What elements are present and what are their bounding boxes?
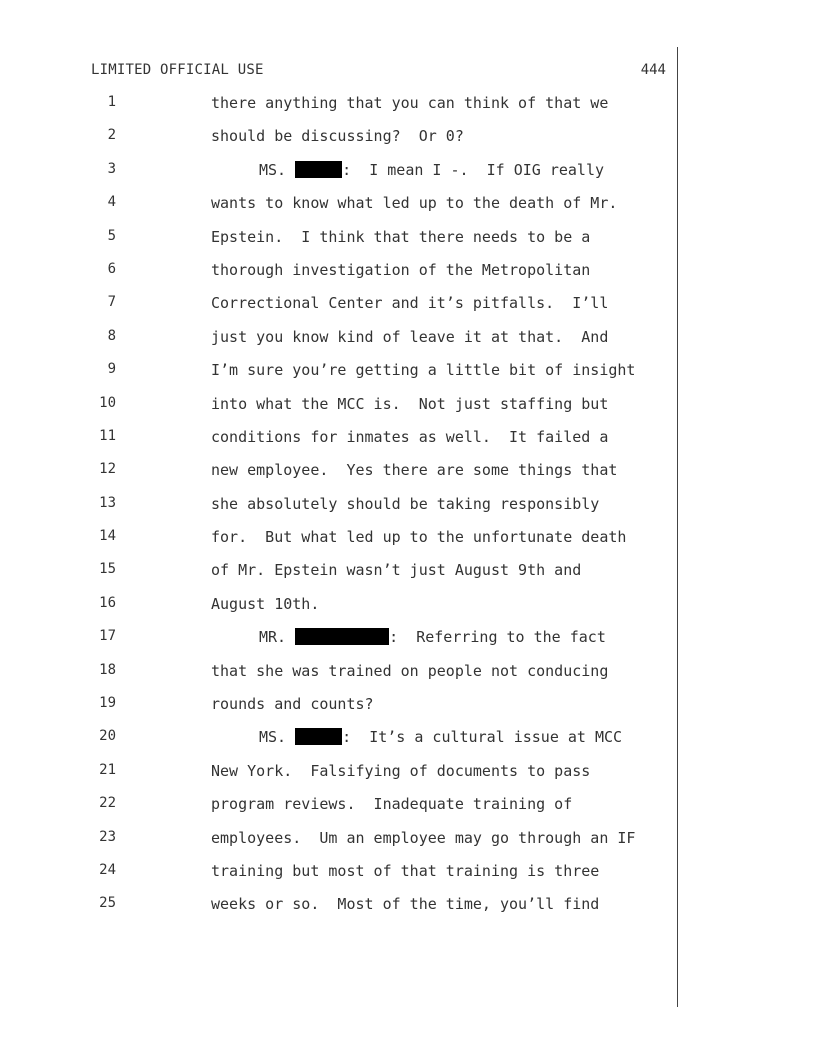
transcript-line (0, 125, 816, 158)
line-number: 17 (99, 628, 116, 645)
page-number: 444 (640, 62, 666, 78)
line-text: August 10th. (211, 594, 320, 613)
redaction-block (295, 728, 342, 745)
speaker-line (259, 628, 606, 646)
transcript-line (0, 726, 816, 759)
transcript-line (0, 559, 816, 592)
line-number: 1 (107, 94, 116, 110)
line-text: new employee. Yes there are some things that (211, 461, 618, 480)
transcript-line (0, 192, 816, 225)
line-number: 20 (99, 728, 116, 745)
transcript-line (0, 259, 816, 292)
line-number: 12 (99, 461, 116, 478)
speaker-text: : I mean I -. If OIG really (342, 160, 605, 179)
transcript-line (0, 793, 816, 826)
line-number: 6 (107, 260, 116, 277)
line-number: 5 (107, 227, 116, 244)
line-number: 3 (107, 160, 116, 177)
line-number: 21 (99, 761, 116, 778)
line-text: program reviews. Inadequate training of (211, 795, 573, 814)
transcript-line (0, 526, 816, 559)
speaker-line (259, 161, 604, 179)
line-text: employees. Um an employee may go through an IF (211, 828, 636, 847)
redaction-block (295, 628, 389, 645)
transcript-line (0, 426, 816, 459)
line-text: that she was trained on people not conducing (211, 661, 609, 680)
line-number: 19 (99, 695, 116, 712)
line-text: should be discussing? Or 0? (211, 127, 464, 146)
line-text: conditions for inmates as well. It failed a (211, 427, 609, 446)
line-number: 23 (99, 828, 116, 845)
transcript-line (0, 359, 816, 392)
transcript-line (0, 760, 816, 793)
line-text: New York. Falsifying of documents to pass (211, 761, 591, 780)
transcript-line (0, 326, 816, 359)
transcript-line (0, 92, 816, 125)
transcript-line (0, 660, 816, 693)
speaker-text: : Referring to the fact (389, 628, 606, 647)
speaker-title: MS. (259, 728, 287, 747)
transcript-line (0, 626, 816, 659)
line-text: there anything that you can think of that we (211, 94, 609, 112)
line-text: wants to know what led up to the death of Mr. (211, 194, 618, 213)
transcript-line (0, 593, 816, 626)
line-text: training but most of that training is three (211, 861, 600, 880)
transcript-line (0, 292, 816, 325)
line-text: into what the MCC is. Not just staffing but (211, 394, 609, 413)
transcript-line (0, 459, 816, 492)
line-number: 9 (107, 361, 116, 378)
line-text: just you know kind of leave it at that. And (211, 327, 609, 346)
transcript-line (0, 226, 816, 259)
speaker-line (259, 728, 622, 746)
transcript-line (0, 393, 816, 426)
transcript-line (0, 159, 816, 192)
line-text: for. But what led up to the unfortunate death (211, 528, 627, 547)
line-number: 18 (99, 661, 116, 678)
line-text: of Mr. Epstein wasn’t just August 9th and (211, 561, 582, 580)
line-number: 11 (99, 427, 116, 444)
line-text: thorough investigation of the Metropolitan (211, 260, 591, 279)
line-number: 7 (107, 294, 116, 311)
line-text: Epstein. I think that there needs to be a (211, 227, 591, 246)
transcript-body (0, 92, 816, 927)
line-number: 2 (107, 127, 116, 144)
line-number: 13 (99, 494, 116, 511)
line-number: 25 (99, 895, 116, 912)
line-text: weeks or so. Most of the time, you’ll find (211, 895, 600, 914)
classification-marking: LIMITED OFFICIAL USE (91, 62, 264, 78)
line-number: 10 (99, 394, 116, 411)
transcript-line (0, 860, 816, 893)
line-number: 14 (99, 528, 116, 545)
speaker-text: : It’s a cultural issue at MCC (342, 728, 623, 747)
speaker-title: MR. (259, 628, 287, 647)
line-number: 24 (99, 861, 116, 878)
speaker-title: MS. (259, 160, 287, 179)
line-number: 4 (107, 194, 116, 211)
line-number: 8 (107, 327, 116, 344)
transcript-line (0, 493, 816, 526)
redaction-block (295, 161, 342, 178)
line-number: 15 (99, 561, 116, 578)
transcript-line (0, 693, 816, 726)
transcript-line (0, 893, 816, 926)
line-number: 22 (99, 795, 116, 812)
line-text: I’m sure you’re getting a little bit of insight (211, 361, 636, 380)
line-number: 16 (99, 594, 116, 611)
line-text: she absolutely should be taking responsibly (211, 494, 600, 513)
line-text: Correctional Center and it’s pitfalls. I’ll (211, 294, 609, 313)
transcript-line (0, 827, 816, 860)
line-text: rounds and counts? (211, 695, 374, 714)
